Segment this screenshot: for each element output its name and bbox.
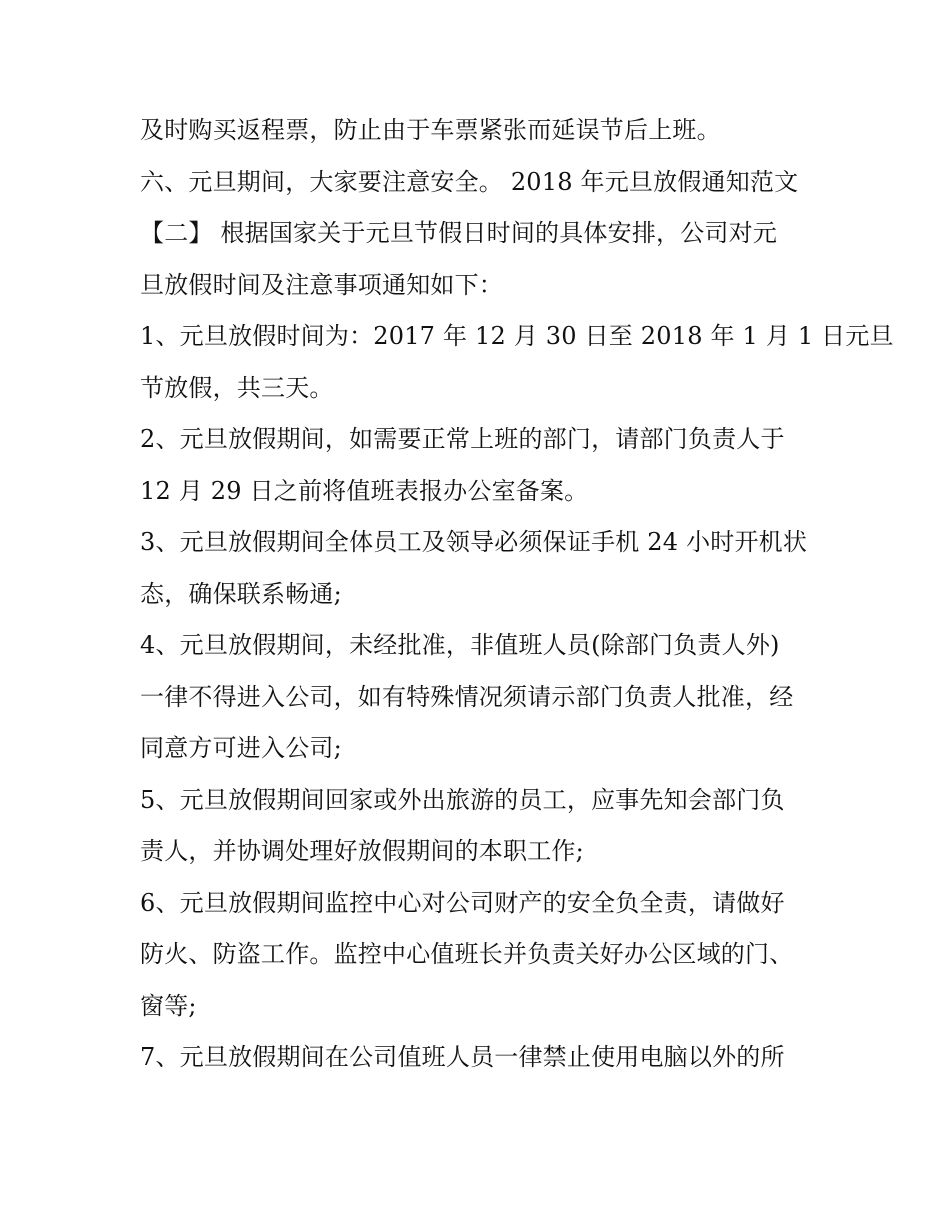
text-line: 防火、防盗工作。监控中心值班长并负责关好办公区域的门、	[140, 940, 794, 968]
text-line: 5、元旦放假期间回家或外出旅游的员工，应事先知会部门负	[140, 785, 785, 814]
text-line: 节放假，共三天。	[140, 373, 334, 402]
text-line: 同意方可进入公司;	[140, 734, 342, 762]
text-line: 6、元旦放假期间监控中心对公司财产的安全负全责，请做好	[140, 888, 785, 917]
text-line: 及时购买返程票，防止由于车票紧张而延误节后上班。	[140, 116, 721, 144]
text-line: 1、元旦放假时间为：2017 年 12 月 30 日至 2018 年 1 月 1 日元旦	[140, 322, 894, 350]
text-line: 2、元旦放假期间，如需要正常上班的部门，请部门负责人于	[140, 425, 785, 453]
text-line: 12 月 29 日之前将值班表报办公室备案。	[140, 476, 589, 505]
text-line: 【二】 根据国家关于元旦节假日时间的具体安排，公司对元	[140, 219, 778, 247]
text-line: 责人，并协调处理好放假期间的本职工作;	[140, 837, 584, 865]
text-line: 窗等;	[140, 991, 197, 1020]
text-line: 旦放假时间及注意事项通知如下：	[140, 270, 503, 299]
text-line: 六、元旦期间，大家要注意安全。 2018 年元旦放假通知范文	[140, 167, 799, 196]
text-line: 3、元旦放假期间全体员工及领导必须保证手机 24 小时开机状	[140, 528, 808, 556]
text-line: 7、元旦放假期间在公司值班人员一律禁止使用电脑以外的所	[140, 1043, 785, 1071]
document-body	[140, 105, 894, 1084]
text-line: 态，确保联系畅通;	[140, 579, 342, 608]
text-line: 4、元旦放假期间，未经批准，非值班人员(除部门负责人外)	[140, 631, 780, 659]
text-line: 一律不得进入公司，如有特殊情况须请示部门负责人批准，经	[140, 682, 794, 711]
